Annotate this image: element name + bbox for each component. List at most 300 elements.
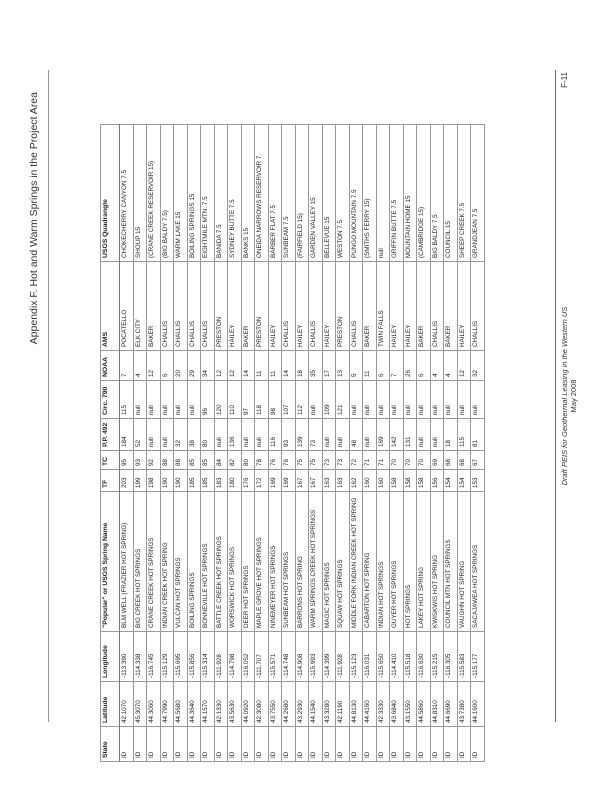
table-cell: 18 xyxy=(295,351,309,381)
table-cell: -116.630 xyxy=(417,632,431,682)
table-cell: CHALLIS xyxy=(349,262,363,351)
table-cell: KWISKWIS HOT SPRING xyxy=(430,492,444,632)
table-cell: null xyxy=(471,381,485,419)
table-cell: 82 xyxy=(228,451,242,470)
table-cell: 44.8130 xyxy=(349,682,363,727)
table-cell: 85 xyxy=(201,451,215,470)
table-cell: BANKS 15 xyxy=(241,125,255,262)
table-cell: -115.129 xyxy=(160,632,174,682)
table-cell: HAILEY xyxy=(322,262,336,351)
table-cell: 109 xyxy=(322,381,336,419)
table-cell: 4 xyxy=(444,351,458,381)
column-header: TC xyxy=(101,451,120,470)
table-cell: -116.031 xyxy=(363,632,377,682)
table-cell: null xyxy=(444,381,458,419)
table-cell: null xyxy=(376,125,390,262)
table-cell: CHALLIS xyxy=(282,262,296,351)
table-cell: 160 xyxy=(363,470,377,492)
page-number: F-11 xyxy=(560,72,569,88)
table-cell: 68 xyxy=(457,451,471,470)
table-cell: -116.305 xyxy=(444,632,458,682)
table-cell: -115.993 xyxy=(309,632,323,682)
table-cell: 12 xyxy=(228,351,242,381)
table-cell: null xyxy=(160,381,174,419)
table-cell: 142 xyxy=(390,419,404,451)
table-cell: 7 xyxy=(390,351,404,381)
table-cell: -114.410 xyxy=(390,632,404,682)
table-cell: DEER HOT SPRINGS xyxy=(241,492,255,632)
table-cell: 112 xyxy=(295,381,309,419)
table-cell: null xyxy=(255,419,269,451)
table-cell: 6 xyxy=(417,351,431,381)
table-cell: null xyxy=(349,381,363,419)
table-cell: WESTON 7.5 xyxy=(336,125,350,262)
table-cell: 183 xyxy=(214,470,228,492)
table-cell: 95 xyxy=(120,451,134,470)
table-cell: 44.1600 xyxy=(471,682,485,727)
table-cell: 139 xyxy=(295,419,309,451)
table-cell: 73 xyxy=(322,451,336,470)
table-cell: (BIG BALDY 7.5) xyxy=(160,125,174,262)
table-cell: -111.707 xyxy=(255,632,269,682)
table-cell: 12 xyxy=(214,351,228,381)
table-cell: 203 xyxy=(120,470,134,492)
table-cell: PRESTON xyxy=(336,262,350,351)
table-cell: 96 xyxy=(201,381,215,419)
table-cell: 75 xyxy=(295,451,309,470)
column-header: Circ. 790 xyxy=(101,381,120,419)
table-cell: 67 xyxy=(471,451,485,470)
table-cell: 12 xyxy=(457,351,471,381)
table-cell: 43.7380 xyxy=(457,682,471,727)
table-row xyxy=(120,125,134,762)
table-cell: 43.6840 xyxy=(390,682,404,727)
table-cell: 88 xyxy=(160,451,174,470)
table-cell: 70 xyxy=(417,451,431,470)
table-cell: null xyxy=(214,419,228,451)
table-cell: CRANE CREEK HOT SPRINGS xyxy=(147,492,161,632)
table-cell: 190 xyxy=(160,470,174,492)
table-cell: GUYER HOT SPRINGS xyxy=(390,492,404,632)
table-cell: CHALLIS xyxy=(160,262,174,351)
table-cell: ID xyxy=(228,727,242,762)
table-cell: null xyxy=(457,381,471,419)
table-cell: BLM WELL (FRAZIER HOT SPRING) xyxy=(120,492,134,632)
table-cell: ID xyxy=(147,727,161,762)
table-cell: ID xyxy=(241,727,255,762)
table-cell: ID xyxy=(120,727,134,762)
table-cell: ID xyxy=(403,727,417,762)
table-cell: ID xyxy=(336,727,350,762)
table-cell: 11 xyxy=(268,351,282,381)
table-cell: 97 xyxy=(241,381,255,419)
table-row xyxy=(214,125,228,762)
table-cell: -115.215 xyxy=(430,632,444,682)
table-cell: BAKER xyxy=(241,262,255,351)
table-row xyxy=(187,125,201,762)
table-cell: 199 xyxy=(133,470,147,492)
table-cell: null xyxy=(403,381,417,419)
table-cell: 185 xyxy=(201,470,215,492)
table-cell: 42.1190 xyxy=(336,682,350,727)
footer xyxy=(560,0,578,792)
table-cell: null xyxy=(376,381,390,419)
table-cell: 44.0920 xyxy=(241,682,255,727)
table-cell: ID xyxy=(390,727,404,762)
table-cell: MAGIC HOT SPRINGS xyxy=(322,492,336,632)
table-row xyxy=(363,125,377,762)
table-cell: 167 xyxy=(309,470,323,492)
table-cell: ID xyxy=(295,727,309,762)
table-cell: ID xyxy=(133,727,147,762)
table-cell: -115.518 xyxy=(403,632,417,682)
table-cell: ID xyxy=(282,727,296,762)
table-cell: 71 xyxy=(376,451,390,470)
table-cell: BELLEVUE 15 xyxy=(322,125,336,262)
table-row xyxy=(471,125,485,762)
table-cell: ID xyxy=(160,727,174,762)
table-cell: ID xyxy=(309,727,323,762)
table-row xyxy=(336,125,350,762)
table-row xyxy=(417,125,431,762)
table-cell: CHALLIS xyxy=(471,262,485,351)
table-cell: 78 xyxy=(255,451,269,470)
table-cell: -114.798 xyxy=(228,632,242,682)
table-cell: 43.3280 xyxy=(322,682,336,727)
table-cell: POCATELLO xyxy=(120,262,134,351)
table-cell: null xyxy=(417,419,431,451)
table-cell: -111.928 xyxy=(336,632,350,682)
table-cell: -115.177 xyxy=(471,632,485,682)
table-cell: 190 xyxy=(174,470,188,492)
table-cell: 158 xyxy=(403,470,417,492)
table-cell: 169 xyxy=(268,470,282,492)
table-cell: CABARTON HOT SPRING xyxy=(363,492,377,632)
table-row xyxy=(295,125,309,762)
table-row xyxy=(309,125,323,762)
table-cell: null xyxy=(241,419,255,451)
table-cell: ID xyxy=(417,727,431,762)
table-cell: ID xyxy=(430,727,444,762)
table-cell: (CRANE CREEK RESERVOIR 15) xyxy=(147,125,161,262)
table-cell: HOT SPRINGS xyxy=(403,492,417,632)
table-cell: 107 xyxy=(282,381,296,419)
table-cell: SYDNEY BUTTE 7.5 xyxy=(228,125,242,262)
table-cell: INDIAN CREEK HOT SPRING xyxy=(160,492,174,632)
table-row xyxy=(430,125,444,762)
header-divider xyxy=(48,70,49,722)
table-cell: -114.748 xyxy=(282,632,296,682)
table-cell: ID xyxy=(363,727,377,762)
table-cell: CHALLIS xyxy=(430,262,444,351)
table-cell: -116.745 xyxy=(147,632,161,682)
table-cell: null xyxy=(417,381,431,419)
table-cell: 163 xyxy=(322,470,336,492)
table-cell: 163 xyxy=(336,470,350,492)
table-cell: 43.7550 xyxy=(268,682,282,727)
table-cell: SHOUP 15 xyxy=(133,125,147,262)
table-cell: null xyxy=(430,419,444,451)
table-row xyxy=(376,125,390,762)
table-cell: -115.856 xyxy=(187,632,201,682)
table-cell: 185 xyxy=(187,470,201,492)
table-cell: 43.2930 xyxy=(295,682,309,727)
table-cell: BOILING SPRINGS xyxy=(187,492,201,632)
table-row xyxy=(349,125,363,762)
table-cell: COUNCIL 15 xyxy=(444,125,458,262)
table-cell: 131 xyxy=(403,419,417,451)
table-cell: 162 xyxy=(349,470,363,492)
table-cell: COUNCIL MTN HOT SPRINGS xyxy=(444,492,458,632)
table-cell: -114.338 xyxy=(133,632,147,682)
table-cell: 32 xyxy=(471,351,485,381)
table-cell: 44.4160 xyxy=(363,682,377,727)
table-cell: null xyxy=(363,419,377,451)
table-cell: ONEIDA NARROWS RESERVOIR 7. xyxy=(255,125,269,262)
table-cell: null xyxy=(187,381,201,419)
table-cell: WORSWICK HOT SPRINGS xyxy=(228,492,242,632)
table-cell: 158 xyxy=(417,470,431,492)
table-cell: 72 xyxy=(349,451,363,470)
table-cell: 48 xyxy=(349,419,363,451)
table-cell: ID xyxy=(349,727,363,762)
table-cell: null xyxy=(390,381,404,419)
table-cell: 167 xyxy=(295,470,309,492)
table-cell: 81 xyxy=(471,419,485,451)
table-cell: GRIFFIN BUTTE 7.5 xyxy=(390,125,404,262)
table-cell: 73 xyxy=(336,451,350,470)
table-row xyxy=(160,125,174,762)
table-cell: 44.5860 xyxy=(417,682,431,727)
table-cell: -115.571 xyxy=(268,632,282,682)
table-cell: 20 xyxy=(174,351,188,381)
table-cell: 116 xyxy=(268,419,282,451)
table-cell: HAILEY xyxy=(457,262,471,351)
table-cell: 115 xyxy=(120,381,134,419)
footer-date: May 2008 xyxy=(569,379,578,413)
table-cell: -113.390 xyxy=(120,632,134,682)
page-title: Appendix F. Hot and Warm Springs in the Project Area xyxy=(28,92,40,345)
table-cell: SACAJAWEA HOT SPRINGS xyxy=(471,492,485,632)
table-cell: CHALLIS xyxy=(309,262,323,351)
column-header: "Popular" or USGS Spring Name xyxy=(101,492,120,632)
table-cell: 44.1540 xyxy=(309,682,323,727)
table-cell: -111.928 xyxy=(214,632,228,682)
table-cell: 42.1070 xyxy=(120,682,134,727)
table-cell: SUNBEAM HOT SPRINGS xyxy=(282,492,296,632)
table-cell: BATTLE CREEK HOT SPRINGS xyxy=(214,492,228,632)
table-cell: SQUAW HOT SPRINGS xyxy=(336,492,350,632)
table-cell: 158 xyxy=(390,470,404,492)
table-cell: SUNBEAM 7.5 xyxy=(282,125,296,262)
table-cell: 110 xyxy=(228,381,242,419)
column-header: USGS Quadrangle xyxy=(101,125,120,262)
table-cell: BARBER FLAT 7.5 xyxy=(268,125,282,262)
table-cell: null xyxy=(309,381,323,419)
table-cell: HAILEY xyxy=(295,262,309,351)
table-cell: 5 xyxy=(349,351,363,381)
table-cell: CHALLIS xyxy=(201,262,215,351)
table-cell: PUNGO MOUNTAIN 7.5 xyxy=(349,125,363,262)
table-cell: -115.583 xyxy=(457,632,471,682)
table-cell: 180 xyxy=(228,470,242,492)
table-cell: 18 xyxy=(444,419,458,451)
table-cell: 71 xyxy=(363,451,377,470)
table-cell: 153 xyxy=(471,470,485,492)
table-cell: 120 xyxy=(214,381,228,419)
table-cell: NINEMEYER HOT SPRINGS xyxy=(268,492,282,632)
table-cell: null xyxy=(322,419,336,451)
table-cell: 32 xyxy=(174,419,188,451)
table-cell: (CAMBRIDGE 15) xyxy=(417,125,431,262)
table-cell: 44.3060 xyxy=(147,682,161,727)
table-cell: 176 xyxy=(241,470,255,492)
column-header: TF xyxy=(101,470,120,492)
table-cell: MAPLE GROVE HOT SPRINGS xyxy=(255,492,269,632)
table-cell: MOUNTAIN HOME 15 xyxy=(403,125,417,262)
table-cell: 17 xyxy=(322,351,336,381)
table-cell: 52 xyxy=(133,419,147,451)
table-row xyxy=(403,125,417,762)
table-cell: ID xyxy=(201,727,215,762)
table-row xyxy=(147,125,161,762)
table-cell: 172 xyxy=(255,470,269,492)
table-row xyxy=(444,125,458,762)
table-cell: 14 xyxy=(282,351,296,381)
table-cell: HAILEY xyxy=(228,262,242,351)
table-cell: EIGHTMILE MTN. 7.5 xyxy=(201,125,215,262)
table-cell: 35 xyxy=(309,351,323,381)
table-cell: SHEEP CREEK 7.5 xyxy=(457,125,471,262)
table-cell: null xyxy=(133,381,147,419)
table-cell: 154 xyxy=(444,470,458,492)
table-cell: 88 xyxy=(174,451,188,470)
table-cell: CHOKECHERRY CANYON 7.5 xyxy=(120,125,134,262)
table-row xyxy=(322,125,336,762)
table-cell: 29 xyxy=(187,351,201,381)
table-cell: 76 xyxy=(268,451,282,470)
table-cell: (FAIRFIELD 15) xyxy=(295,125,309,262)
column-header: Latitude xyxy=(101,682,120,727)
footer-divider xyxy=(555,70,556,722)
table-cell: 4 xyxy=(430,351,444,381)
table-cell: 76 xyxy=(282,451,296,470)
table-cell: -115.650 xyxy=(376,632,390,682)
table-cell: 7 xyxy=(120,351,134,381)
table-cell: 69 xyxy=(430,451,444,470)
table-cell: ID xyxy=(457,727,471,762)
table-cell: 93 xyxy=(133,451,147,470)
table-cell: 42.3330 xyxy=(376,682,390,727)
table-cell: 73 xyxy=(309,419,323,451)
table-cell: 6 xyxy=(160,351,174,381)
table-cell: ID xyxy=(471,727,485,762)
table-cell: 160 xyxy=(376,470,390,492)
table-cell: 13 xyxy=(336,351,350,381)
table-cell: 115 xyxy=(457,419,471,451)
table-cell: 198 xyxy=(147,470,161,492)
table-cell: 68 xyxy=(444,451,458,470)
table-cell: 44.3640 xyxy=(187,682,201,727)
table-cell: -114.399 xyxy=(322,632,336,682)
table-cell: null xyxy=(336,419,350,451)
table-cell: 44.7990 xyxy=(160,682,174,727)
table-cell: 42.1330 xyxy=(214,682,228,727)
table-cell: 44.1570 xyxy=(201,682,215,727)
table-cell: ID xyxy=(322,727,336,762)
table-cell: BARRONS HOT SPRING xyxy=(295,492,309,632)
table-cell: 92 xyxy=(147,451,161,470)
table-cell: 43.1550 xyxy=(403,682,417,727)
table-cell: PRESTON xyxy=(214,262,228,351)
table-row xyxy=(457,125,471,762)
table-cell: 75 xyxy=(309,451,323,470)
table-cell: -114.908 xyxy=(295,632,309,682)
table-cell: ID xyxy=(187,727,201,762)
table-cell: 44.8310 xyxy=(430,682,444,727)
column-header: AMS xyxy=(101,262,120,351)
table-cell: 34 xyxy=(201,351,215,381)
table-cell: HAILEY xyxy=(390,262,404,351)
table-cell: ID xyxy=(268,727,282,762)
table-cell: null xyxy=(147,381,161,419)
table-cell: BIG CREEK HOT SPRINGS xyxy=(133,492,147,632)
table-cell: 118 xyxy=(255,381,269,419)
table-row xyxy=(268,125,282,762)
table-row xyxy=(201,125,215,762)
table-cell: BONNEVILLE HOT SPRINGS xyxy=(201,492,215,632)
table-row xyxy=(282,125,296,762)
table-cell: 93 xyxy=(282,419,296,451)
table-cell: INDIAN HOT SPRINGS xyxy=(376,492,390,632)
table-cell: 184 xyxy=(120,419,134,451)
table-cell: 70 xyxy=(390,451,404,470)
table-cell: PRESTON xyxy=(255,262,269,351)
table-cell: HAILEY xyxy=(403,262,417,351)
table-cell: 84 xyxy=(214,451,228,470)
table-cell: 12 xyxy=(147,351,161,381)
table-cell: LAKEY HOT SPRING xyxy=(417,492,431,632)
table-cell: (SMITHS FERRY 15) xyxy=(363,125,377,262)
table-cell: TWIN FALLS xyxy=(376,262,390,351)
table-cell: BAKER xyxy=(417,262,431,351)
table-cell: 11 xyxy=(363,351,377,381)
table-cell: HAILEY xyxy=(268,262,282,351)
table-cell: null xyxy=(147,419,161,451)
table-cell: -115.123 xyxy=(349,632,363,682)
table-cell: BAKER xyxy=(147,262,161,351)
table-cell: ID xyxy=(174,727,188,762)
table-cell: BOILING SPRINGS 15 xyxy=(187,125,201,262)
table-cell: 136 xyxy=(228,419,242,451)
table-cell: 80 xyxy=(201,419,215,451)
table-cell: ID xyxy=(255,727,269,762)
table-cell: ID xyxy=(444,727,458,762)
table-header-row xyxy=(101,125,120,762)
column-header: Longitude xyxy=(101,632,120,682)
table-cell: 4 xyxy=(133,351,147,381)
table-cell: VAUGHN HOT SPRING xyxy=(457,492,471,632)
table-row xyxy=(255,125,269,762)
table-cell: 98 xyxy=(268,381,282,419)
table-cell: 80 xyxy=(241,451,255,470)
table-cell: 169 xyxy=(282,470,296,492)
table-cell: BAKER xyxy=(444,262,458,351)
column-header: State xyxy=(101,727,120,762)
table-cell: GARDEN VALLEY 15 xyxy=(309,125,323,262)
column-header: NOAA xyxy=(101,351,120,381)
table-cell: 154 xyxy=(457,470,471,492)
